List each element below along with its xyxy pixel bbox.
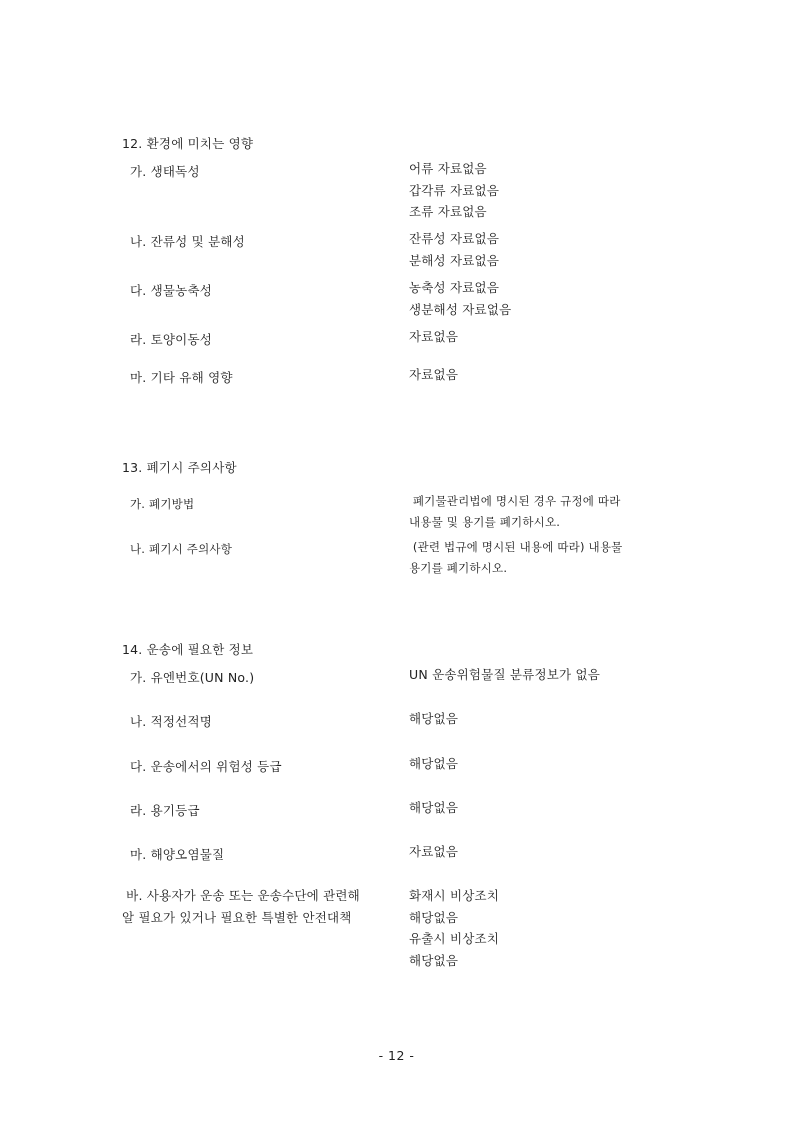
- s14-item-packing-group-label: 라. 용기등급: [130, 803, 200, 818]
- s12-item-persistence-label: 나. 잔류성 및 분해성: [130, 234, 245, 249]
- s14-item-shipping-name-label: 나. 적정선적명: [130, 714, 212, 729]
- value-line: 자료없음: [409, 844, 459, 859]
- s14-item-packing-group-value: [409, 797, 458, 819]
- value-line: 내용물 및 용기를 폐기하시오.: [409, 515, 561, 529]
- label-line: 바. 사용자가 운송 또는 운송수단에 관련해: [122, 888, 360, 903]
- value-line: 화재시 비상조치: [409, 888, 500, 903]
- s12-item-bioaccumulation-label: 다. 생물농축성: [130, 283, 212, 298]
- s12-item-ecotoxicity-value: [409, 158, 499, 223]
- value-line: 갑각류 자료없음: [409, 182, 500, 198]
- s14-item-hazard-class-label: 다. 운송에서의 위험성 등급: [130, 759, 282, 774]
- value-line: 생분해성 자료없음: [409, 301, 512, 317]
- s12-item-bioaccumulation-value: [409, 277, 511, 320]
- value-line: 용기를 폐기하시오.: [409, 561, 508, 575]
- value-line: 잔류성 자료없음: [409, 231, 500, 246]
- s14-item-hazard-class-value: [409, 753, 458, 775]
- section-12-title: 12. 환경에 미치는 영향: [122, 136, 254, 151]
- s12-item-soil-mobility-value: [409, 326, 458, 348]
- s14-item-un-number-value: [409, 664, 600, 686]
- value-line: 해당없음: [409, 909, 459, 925]
- s14-item-marine-pollutant-value: [409, 841, 458, 863]
- s14-item-special-precautions-value: [409, 885, 499, 971]
- s14-item-shipping-name-value: [409, 708, 458, 730]
- value-line: 어류 자료없음: [409, 161, 487, 176]
- s13-item-disposal-method-label: 가. 폐기방법: [130, 497, 195, 511]
- s12-item-soil-mobility-label: 라. 토양이동성: [130, 332, 212, 347]
- s13-item-disposal-caution-label: 나. 폐기시 주의사항: [130, 542, 233, 556]
- s12-item-persistence-value: [409, 228, 499, 271]
- value-line: 해당없음: [409, 756, 459, 771]
- value-line: 폐기물관리법에 명시된 경우 규정에 따라: [409, 494, 621, 508]
- value-line: 자료없음: [409, 329, 459, 344]
- value-line: 해당없음: [409, 711, 459, 726]
- value-line: 유출시 비상조치: [409, 931, 500, 946]
- value-line: 분해성 자료없음: [409, 252, 500, 268]
- s14-item-special-precautions-label: [122, 885, 360, 928]
- s13-item-disposal-caution-value: [409, 537, 622, 579]
- section-13-title: 13. 폐기시 주의사항: [122, 460, 237, 475]
- value-line: 자료없음: [409, 367, 459, 382]
- value-line: 해당없음: [409, 800, 459, 815]
- value-line: (관련 법규에 명시된 내용에 따라) 내용물: [409, 540, 623, 554]
- s14-item-marine-pollutant-label: 마. 해양오염물질: [130, 847, 225, 862]
- s14-item-un-number-label: 가. 유엔번호(UN No.): [130, 670, 255, 685]
- s13-item-disposal-method-value: [409, 491, 621, 533]
- value-line: 해당없음: [409, 952, 459, 968]
- s12-item-ecotoxicity-label: 가. 생태독성: [130, 164, 200, 179]
- value-line: 농축성 자료없음: [409, 280, 500, 295]
- value-line: 조류 자료없음: [409, 204, 487, 219]
- s12-item-other-effects-value: [409, 364, 458, 386]
- page-number: - 12 -: [378, 1048, 415, 1063]
- label-line: 알 필요가 있거나 필요한 특별한 안전대책: [122, 909, 352, 925]
- value-line: UN 운송위험물질 분류정보가 없음: [409, 667, 600, 682]
- section-14-title: 14. 운송에 필요한 정보: [122, 642, 254, 657]
- s12-item-other-effects-label: 마. 기타 유해 영향: [130, 370, 233, 385]
